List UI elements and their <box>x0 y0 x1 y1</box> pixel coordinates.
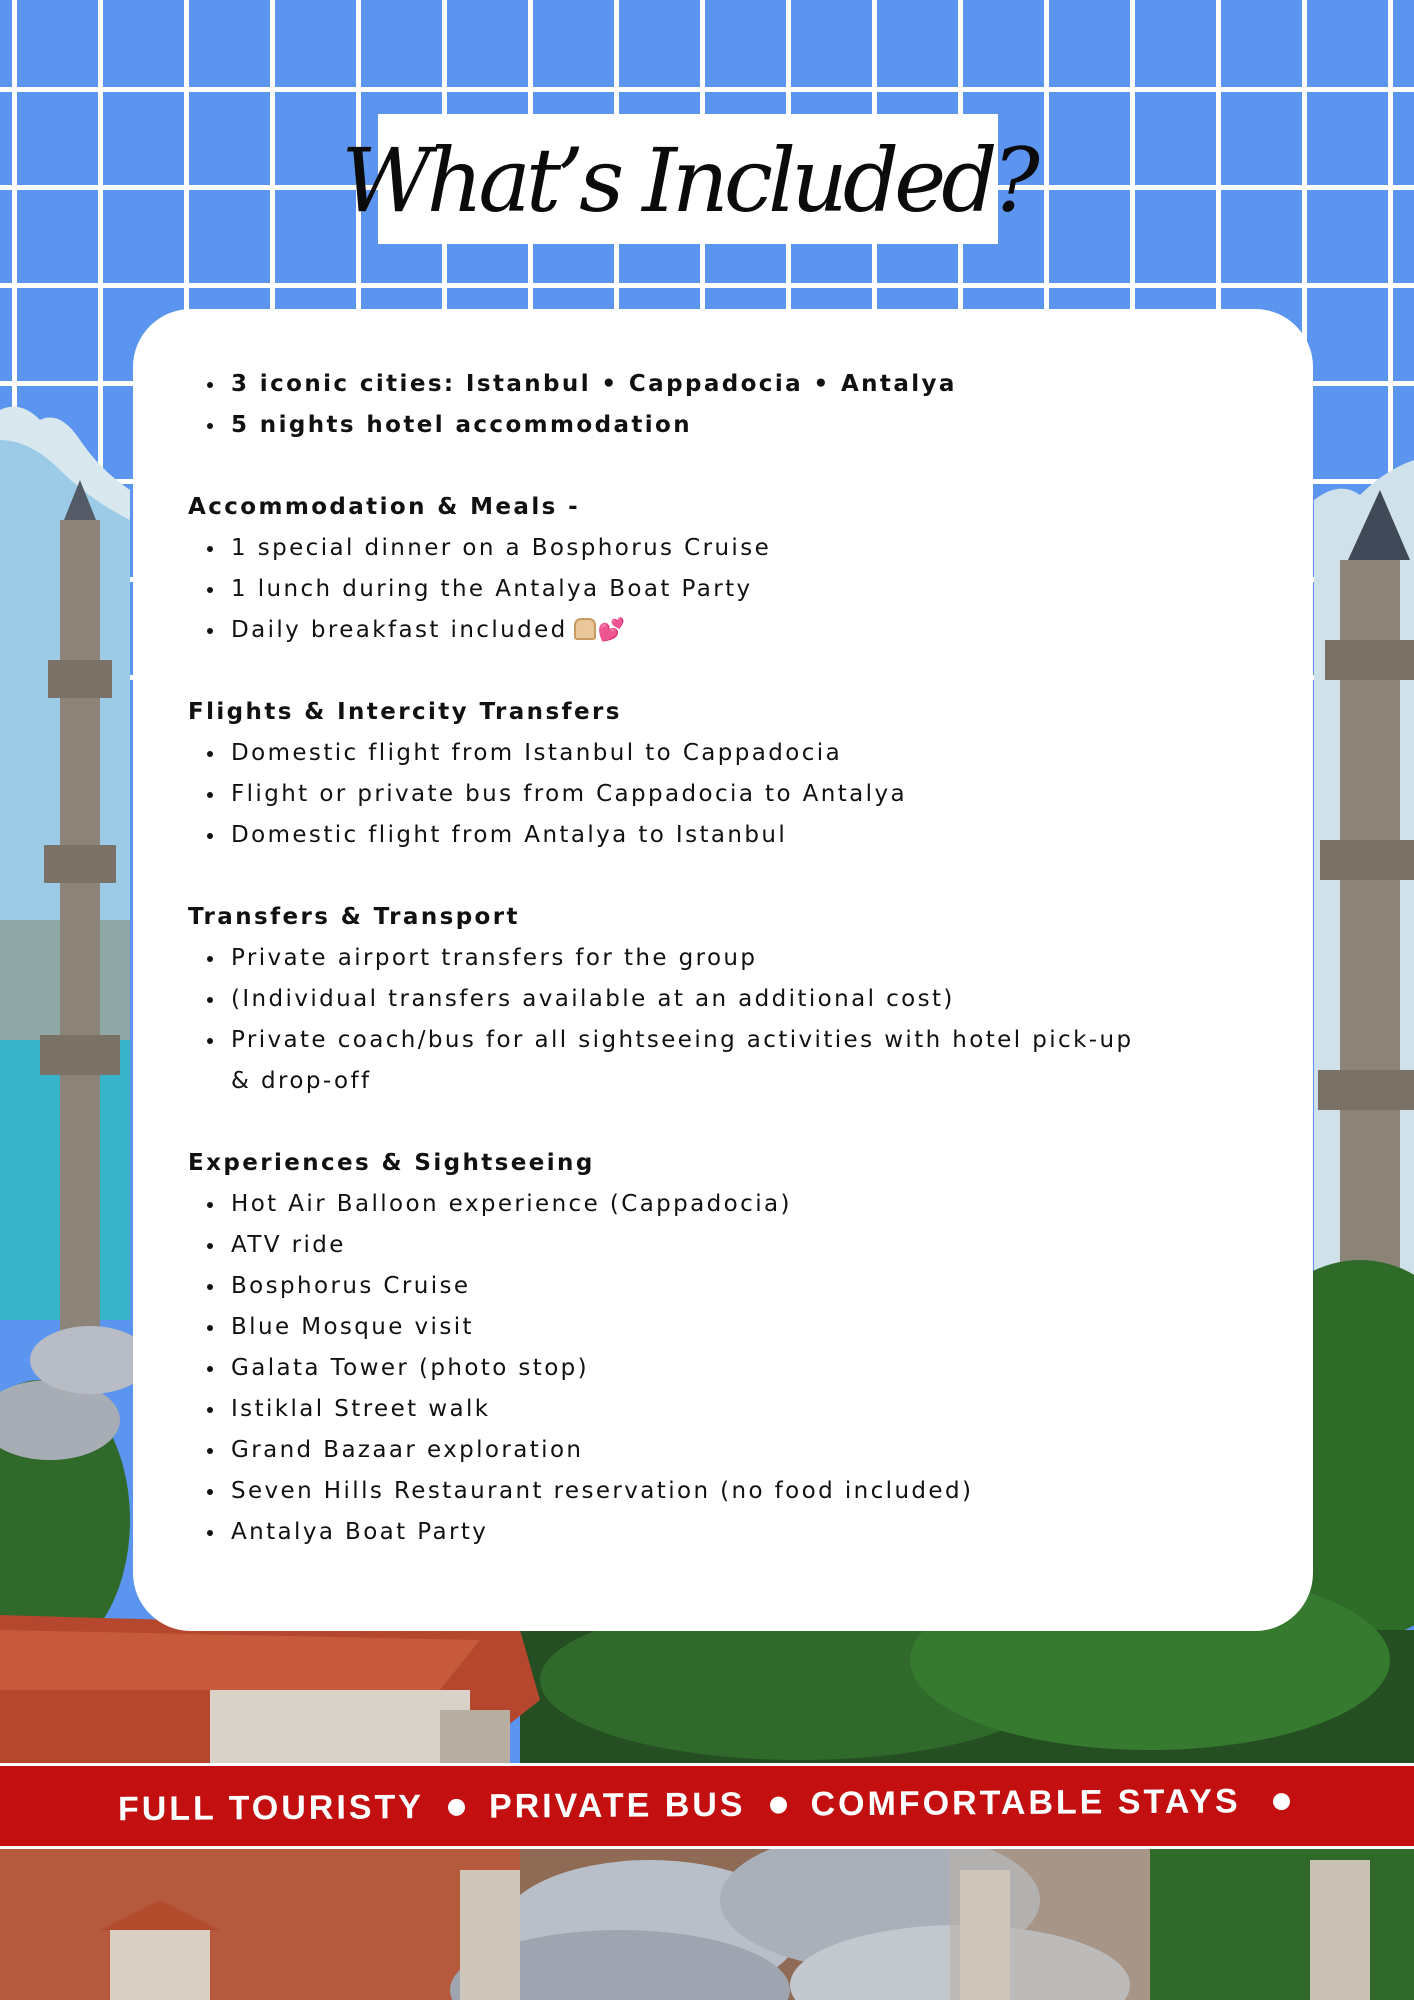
section-heading-experiences: Experiences & Sightseeing <box>188 1150 595 1176</box>
list-item: Blue Mosque visit <box>188 1307 1188 1348</box>
list-item: Domestic flight from Antalya to Istanbul <box>188 815 1188 856</box>
list-item: Istiklal Street walk <box>188 1389 1188 1430</box>
list-item: Hot Air Balloon experience (Cappadocia) <box>188 1184 1188 1225</box>
banner-item-full-touristy: FULL TOURISTY <box>117 1787 425 1828</box>
list-item: Galata Tower (photo stop) <box>188 1348 1188 1389</box>
list-item: Private airport transfers for the group <box>188 938 1188 979</box>
two-hearts-emoji-icon: 💕 <box>597 618 626 643</box>
list-item: 3 iconic cities: Istanbul • Cappadocia • Antalya <box>188 364 1188 405</box>
section-heading-transport: Transfers & Transport <box>188 904 520 930</box>
page-title: What’s Included? <box>341 128 1035 232</box>
list-item: 1 special dinner on a Bosphorus Cruise <box>188 528 1188 569</box>
section-heading-accommodation: Accommodation & Meals - <box>188 494 581 520</box>
banner-item-comfortable-stays: COMFORTABLE STAYS <box>810 1781 1241 1823</box>
bullet-dot-icon <box>1273 1793 1290 1810</box>
bread-emoji-icon <box>574 618 596 640</box>
bullet-dot-icon <box>448 1798 465 1815</box>
list-item: ATV ride <box>188 1225 1188 1266</box>
list-item: 1 lunch during the Antalya Boat Party <box>188 569 1188 610</box>
section-heading-flights: Flights & Intercity Transfers <box>188 699 622 725</box>
banner-text <box>118 1773 1318 1837</box>
list-item <box>188 610 1188 651</box>
bullet-dot-icon <box>769 1796 786 1813</box>
list-item: Flight or private bus from Cappadocia to Antalya <box>188 774 1188 815</box>
accommodation-list <box>188 528 1188 651</box>
experiences-list <box>188 1184 1188 1553</box>
list-item: Domestic flight from Istanbul to Cappadocia <box>188 733 1188 774</box>
transport-list <box>188 938 1188 1102</box>
list-item: Grand Bazaar exploration <box>188 1430 1188 1471</box>
list-item: (Individual transfers available at an additional cost) <box>188 979 1188 1020</box>
highlights-list <box>188 364 1188 446</box>
list-item: 5 nights hotel accommodation <box>188 405 1188 446</box>
list-item-text: Daily breakfast included <box>231 617 568 643</box>
list-item: Private coach/bus for all sightseeing activities with hotel pick-up & drop-off <box>188 1020 1151 1102</box>
list-item: Antalya Boat Party <box>188 1512 1188 1553</box>
list-item: Bosphorus Cruise <box>188 1266 1188 1307</box>
banner-item-private-bus: PRIVATE BUS <box>488 1785 746 1826</box>
flights-list <box>188 733 1188 856</box>
inclusions-list <box>188 364 1188 1553</box>
list-item: Seven Hills Restaurant reservation (no food included) <box>188 1471 1188 1512</box>
